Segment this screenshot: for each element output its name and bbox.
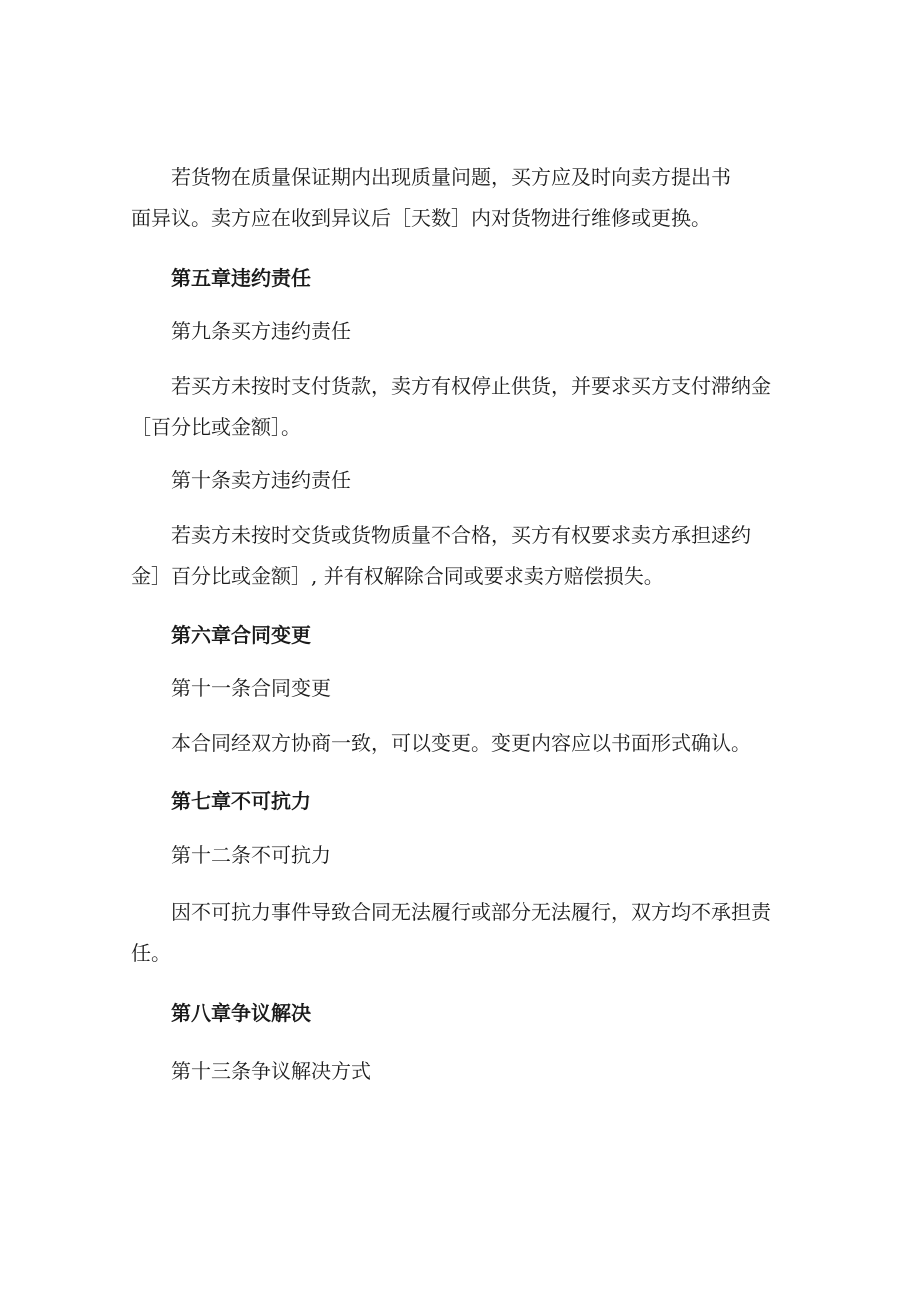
article-10-paragraph-line-1: 若卖方未按时交货或货物质量不合格，买方有权要求卖方承担逑约 <box>171 523 751 547</box>
chapter-7-heading: 第七章不可抗力 <box>171 789 311 813</box>
article-12-paragraph-line-2: 任。 <box>131 941 171 965</box>
article-11-title: 第十一条合同变更 <box>171 676 331 700</box>
quality-paragraph-line-1: 若货物在质量保证期内出现质量问题，买方应及时向卖方提出书 <box>171 165 731 189</box>
article-9-paragraph-line-1: 若买方未按时支付货款，卖方有权停止供货，并要求买方支付滞纳金 <box>171 374 771 398</box>
article-12-paragraph-line-1: 因不可抗力事件导致合同无法履行或部分无法履行，双方均不承担责 <box>171 900 771 924</box>
article-11-paragraph-line-1: 本合同经双方协商一致，可以变更。变更内容应以书面形式确认。 <box>171 731 751 755</box>
article-10-paragraph-line-2: 金］百分比或金额］, 并有权解除合同或要求卖方赔偿损失。 <box>131 564 664 588</box>
article-13-title: 第十三条争议解决方式 <box>171 1059 371 1083</box>
article-9-paragraph-line-2: ［百分比或金额］。 <box>131 415 301 439</box>
chapter-5-heading: 第五章违约责任 <box>171 266 311 290</box>
article-12-title: 第十二条不可抗力 <box>171 843 331 867</box>
chapter-6-heading: 第六章合同变更 <box>171 623 311 647</box>
quality-paragraph-line-2: 面异议。卖方应在收到异议后［天数］内对货物进行维修或更换。 <box>131 206 711 230</box>
article-10-title: 第十条卖方违约责任 <box>171 468 351 492</box>
article-9-title: 第九条买方违约责任 <box>171 319 351 343</box>
chapter-8-heading: 第八章争议解决 <box>171 1001 311 1025</box>
